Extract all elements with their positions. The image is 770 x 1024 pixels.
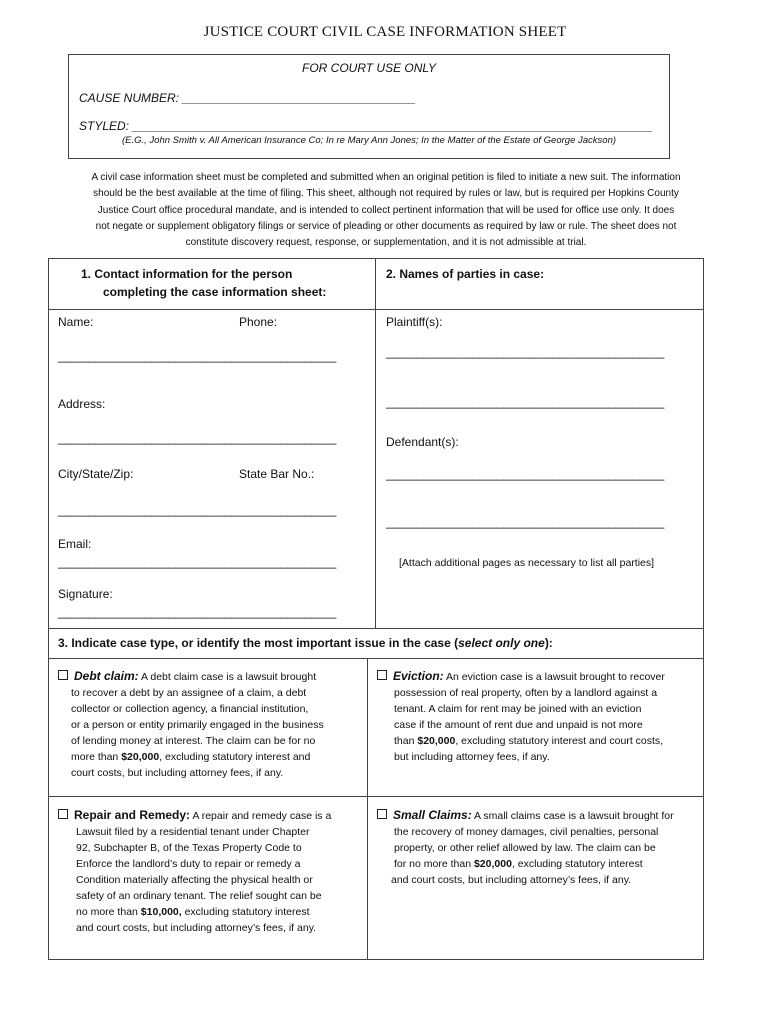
case-option-eviction[interactable]	[377, 668, 699, 765]
section2-heading: 2. Names of parties in case:	[386, 267, 545, 281]
plaintiff-line-1[interactable]: _____________________________________________	[386, 345, 664, 359]
debt-claim-last: court costs, but including attorney fees, if any.	[71, 767, 284, 779]
eviction-checkbox[interactable]	[377, 670, 387, 680]
intro-line: constitute discovery request, response, or supplementation, and it is not admissible at trial.	[185, 237, 587, 249]
repair-remedy-title: Repair and Remedy:	[74, 808, 191, 822]
debt-claim-line: collector or collection agency, a financial institution,	[71, 703, 309, 715]
case-option-debt-claim[interactable]	[58, 668, 363, 781]
signature-label: Signature:	[58, 587, 113, 601]
eviction-last: but including attorney fees, if any.	[394, 751, 550, 763]
eviction-line: possession of real property, often by a landlord against a	[394, 687, 658, 699]
intro-paragraph	[58, 170, 714, 251]
repair-remedy-last: and court costs, but including attorney’s fees, if any.	[76, 922, 317, 934]
city-state-zip-label: City/State/Zip:	[58, 467, 134, 481]
repair-remedy-line: safety of an ordinary tenant. The relief sought can be	[76, 890, 322, 902]
attach-note: [Attach additional pages as necessary to list all parties]	[399, 557, 655, 569]
case-option-repair-remedy[interactable]	[58, 807, 363, 936]
small-claims-amount: $20,000	[473, 858, 512, 870]
debt-claim-amount: $20,000	[121, 751, 160, 763]
small-claims-line: the recovery of money damages, civil penalties, personal	[394, 826, 659, 838]
case-option-small-claims[interactable]	[377, 807, 699, 888]
case-row-divider	[49, 796, 703, 797]
debt-claim-pre-amount: more than	[71, 751, 122, 763]
section3-heading-suffix: ):	[544, 636, 553, 650]
court-use-heading: FOR COURT USE ONLY	[301, 61, 437, 75]
small-claims-post-amount: , excluding statutory interest	[511, 858, 643, 870]
address-label: Address:	[58, 397, 106, 411]
styled-field[interactable]: STYLED: ______________________________________________________________________________	[79, 119, 653, 133]
debt-claim-title: Debt claim:	[74, 669, 139, 683]
repair-remedy-first: A repair and remedy case is a	[190, 810, 332, 822]
repair-remedy-line: Enforce the landlord’s duty to repair or remedy a	[76, 858, 301, 870]
eviction-post-amount: , excluding statutory interest and court costs,	[455, 735, 664, 747]
plaintiff-label: Plaintiff(s):	[386, 315, 443, 329]
repair-remedy-line: Lawsuit filed by a residential tenant under Chapter	[76, 826, 310, 838]
defendant-line-2[interactable]: _____________________________________________	[386, 515, 664, 529]
section3-top-divider	[49, 628, 703, 629]
eviction-title: Eviction:	[393, 669, 444, 683]
debt-claim-line: of lending money at interest. The claim can be for no	[71, 735, 316, 747]
case-info-table	[48, 258, 704, 960]
header-divider	[49, 309, 703, 310]
eviction-first: An eviction case is a lawsuit brought to recover	[443, 671, 665, 683]
defendant-label: Defendant(s):	[386, 435, 459, 449]
intro-line: A civil case information sheet must be completed and submitted when an original petition is filed to initiate a new suit. The information	[91, 172, 681, 183]
column-divider-top	[375, 259, 376, 629]
small-claims-pre-amount: for no more than	[394, 858, 474, 870]
repair-remedy-line: 92, Subchapter B, of the Texas Property Code to	[76, 842, 302, 854]
debt-claim-checkbox[interactable]	[58, 670, 68, 680]
state-bar-label: State Bar No.:	[239, 467, 315, 481]
address-line[interactable]: _____________________________________________	[58, 431, 336, 445]
repair-remedy-amount: $10,000,	[140, 906, 182, 918]
eviction-line: case if the amount of rent due and unpaid is not more	[394, 719, 643, 731]
section3-heading-prefix: 3. Indicate case type, or identify the most important issue in the case (	[58, 636, 459, 650]
section1-heading	[81, 265, 326, 301]
debt-claim-line: or a person or entity primarily engaged in the business	[71, 719, 324, 731]
small-claims-first: A small claims case is a lawsuit brought for	[471, 810, 674, 822]
small-claims-last: and court costs, but including attorney’s fees, if any.	[391, 874, 632, 886]
small-claims-title: Small Claims:	[393, 808, 472, 822]
email-line[interactable]: _____________________________________________	[58, 555, 336, 569]
phone-label: Phone:	[239, 315, 278, 329]
repair-remedy-checkbox[interactable]	[58, 809, 68, 819]
name-phone-line[interactable]: _____________________________________________	[58, 349, 336, 363]
signature-line[interactable]: _____________________________________________	[58, 605, 336, 619]
small-claims-line: property, or other relief allowed by law. The claim can be	[394, 842, 656, 854]
eviction-amount: $20,000	[417, 735, 456, 747]
intro-line: Justice Court office procedural mandate, and is intended to collect pertinent information that will be used for office use only. It does	[97, 204, 675, 216]
repair-remedy-line: Condition materially affecting the physical health or	[76, 874, 313, 886]
cause-number-field[interactable]: CAUSE NUMBER: ___________________________________	[79, 91, 416, 105]
plaintiff-line-2[interactable]: _____________________________________________	[386, 395, 664, 409]
name-label: Name:	[58, 315, 94, 329]
eviction-line: tenant. A claim for rent may be joined with an eviction	[394, 703, 642, 715]
email-label: Email:	[58, 537, 92, 551]
debt-claim-post-amount: , excluding statutory interest and	[159, 751, 311, 763]
section1-heading-line1: 1. Contact information for the person	[81, 267, 293, 281]
debt-claim-line: to recover a debt by an assignee of a claim, a debt	[71, 687, 307, 699]
repair-remedy-post-amount: excluding statutory interest	[181, 906, 310, 918]
section3-header-divider	[49, 658, 703, 659]
small-claims-checkbox[interactable]	[377, 809, 387, 819]
section1-heading-line2: completing the case information sheet:	[103, 285, 327, 299]
column-divider-bottom	[367, 658, 368, 959]
court-use-box	[68, 54, 670, 159]
repair-remedy-pre-amount: no more than	[76, 906, 141, 918]
eviction-pre-amount: than	[394, 735, 418, 747]
city-bar-line[interactable]: _____________________________________________	[58, 503, 336, 517]
form-title: JUSTICE COURT CIVIL CASE INFORMATION SHEET	[203, 24, 567, 40]
styled-example: (E.G., John Smith v. All American Insurance Co; In re Mary Ann Jones; In the Matter of the Estate of George Jackson)	[121, 135, 617, 146]
section3-heading	[58, 636, 553, 650]
intro-line: should be the best available at the time of filing. This sheet, although not required by rules or law, but is required per Hopkins County	[93, 188, 679, 200]
section3-heading-emphasis: select only one	[458, 636, 545, 650]
intro-line: not negate or supplement obligatory filings or service of pleading or other documents as required by law or rule. The sheet does not	[95, 220, 677, 232]
debt-claim-first: A debt claim case is a lawsuit brought	[138, 671, 317, 683]
defendant-line-1[interactable]: _____________________________________________	[386, 467, 664, 481]
